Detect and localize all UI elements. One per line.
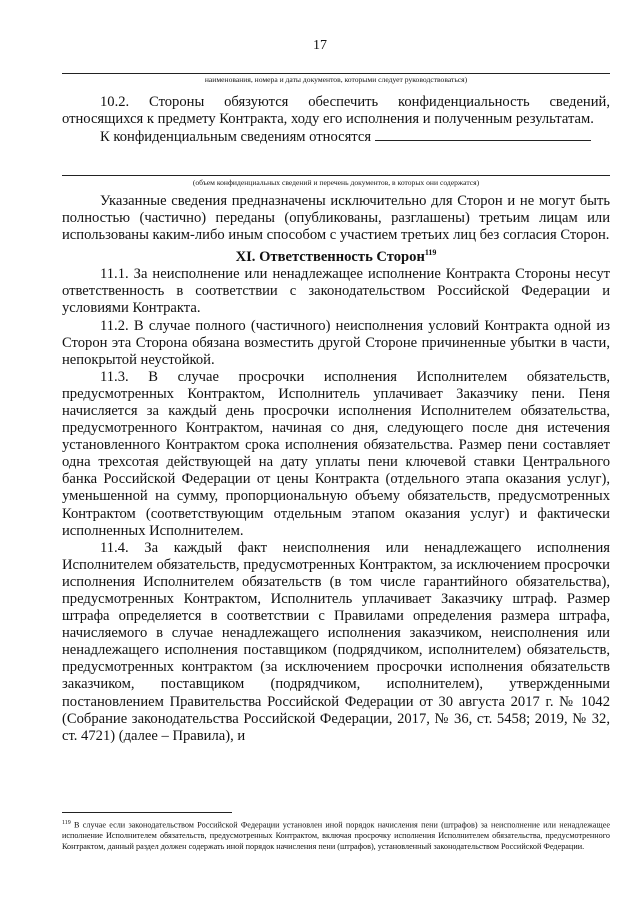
paragraph-10-2: 10.2. Стороны обязуются обеспечить конфиденциальность сведений, относящихся к предмету Контракта, ходу его исполнения и полученным результатам.: [62, 94, 610, 128]
page-number: 17: [313, 38, 327, 53]
footnote-number: 119: [62, 820, 71, 826]
paragraph-confidential: Указанные сведения предназначены исключительно для Сторон и не могут быть полностью (частично) переданы (опубликованы, разглашены) третьим лицам или использованы каким-либо иным способом с участием третьих лиц без согласия Сторон.: [62, 193, 610, 244]
confidential-line: [62, 128, 610, 146]
paragraph-11-1: 11.1. За неисполнение или ненадлежащее исполнение Контракта Стороны несут ответственность в соответствии с законодательством Российской Федерации и условиями Контракта.: [62, 266, 610, 317]
body-text-main: [62, 193, 610, 745]
confidential-label: К конфиденциальным сведениям относятся: [100, 129, 372, 146]
top-caption: наименования, номера и даты документов, которыми следует руководствоваться): [204, 75, 468, 84]
paragraph-11-4: 11.4. За каждый факт неисполнения или ненадлежащего исполнения Исполнителем обязательств, предусмотренных Контрактом, за исключением просрочки исполнения Исполнителем обязательств (в том числе гарантийного обязательства), предусмотренных Контрактом, Исполнитель уплачивает Заказчику штраф. Размер штрафа определяется в соответствии с Правилами определения размера штрафа, начисляемого в случае ненадлежащего исполнения заказчиком, неисполнения или ненадлежащего исполнения поставщиком (подрядчиком, исполнителем) обязательств, предусмотренных контрактом (за исключением просрочки исполнения обязательств заказчиком, поставщиком (подрядчиком, исполнителем), утвержденными постановлением Правительства Российской Федерации от 30 августа 2017 г. № 1042 (Собрание законодательства Российской Федерации, 2017, № 36, ст. 5458; 2019, № 32, ст. 4721) (далее – Правила), и: [62, 539, 610, 744]
confidential-fill-line-2[interactable]: [62, 175, 610, 176]
section-title: XI. Ответственность Сторон: [235, 249, 425, 266]
footnote: [62, 818, 610, 853]
top-fill-line: [62, 73, 610, 74]
paragraph-11-2: 11.2. В случае полного (частичного) неисполнения условий Контракта одной из Сторон эта Сторона обязана возместить другой Стороне причиненные убытки в части, непокрытой неустойкой.: [62, 317, 610, 368]
confidential-fill-line[interactable]: [375, 128, 591, 141]
paragraph-11-3: 11.3. В случае просрочки исполнения Исполнителем обязательств, предусмотренных Контрактом, Исполнитель уплачивает Заказчику пени. Пеня начисляется за каждый день просрочки исполнения Исполнителем обязательства, предусмотренного Контрактом, начиная со дня, следующего после дня истечения установленного Контрактом срока исполнения обязательства. Размер пени составляет одна трехсотая действующей на дату уплаты пени ключевой ставки Центрального банка Российской Федерации от цены Контракта (отдельного этапа оказания услуг), уменьшенной на сумму, пропорциональную объему обязательств, предусмотренных Контрактом (соответствующим отдельным этапом оказания услуг) и фактически исполненных Исполнителем.: [62, 368, 610, 539]
section-heading: [62, 244, 610, 266]
body-text: [62, 94, 610, 146]
section-footnote-ref[interactable]: 119: [424, 248, 437, 258]
confidential-caption: (объем конфиденциальных сведений и перечень документов, в которых они содержатся): [192, 178, 480, 187]
footnote-separator: [62, 812, 232, 813]
footnote-text: В случае если законодательством Российской Федерации установлен иной порядок начисления пени (штрафов) за неисполнение или ненадлежащее исполнение Исполнителем обязательств, предусмотренных Контрактом, включая просрочку исполнения Исполнителем обязательства, предусмотренного Контрактом, данный раздел должен содержать иной порядок начисления пени (штрафов), установленный законодательством Российской Федерации.: [62, 820, 610, 851]
